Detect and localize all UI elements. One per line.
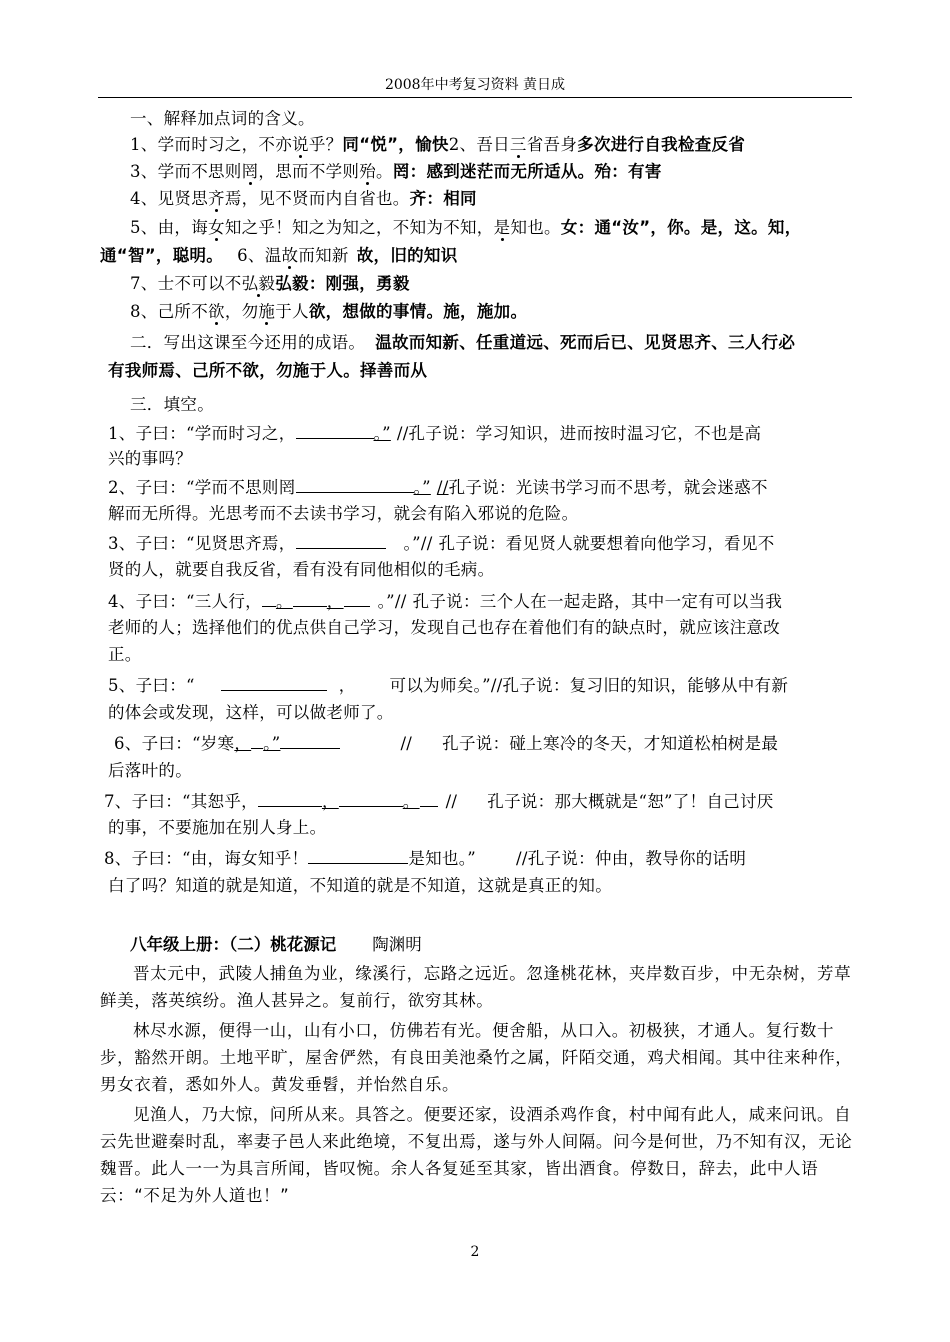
part1-item-5: 5、由，诲女知之乎！知之为知之，不知为不知，是知也。女：通“汝”，你。是，这。知， bbox=[130, 218, 802, 237]
blank bbox=[344, 588, 370, 607]
blank bbox=[296, 420, 374, 439]
part1-item-3: 3、学而不思则罔，思而不学则殆。罔：感到迷茫而无所适从。殆：有害 bbox=[130, 162, 662, 181]
fill-q8-cont: 白了吗？知道的就是知道，不知道的就是不知道，这就是真正的知。 bbox=[108, 876, 612, 895]
page-number: 2 bbox=[470, 1244, 480, 1260]
fill-q4: 4、子曰：“三人行， 。 ， 。”// 孔子说：三个人在一起走路，其中一定有可以当我 bbox=[108, 588, 868, 615]
fill-q3-cont: 贤的人，就要自我反省，看有没有同他相似的毛病。 bbox=[108, 560, 495, 579]
fill-q5-cont: 的体会或发现，这样，可以做老师了。 bbox=[108, 703, 394, 722]
part3-heading: 三．填空。 bbox=[130, 395, 214, 414]
fill-q1: 1、子曰：“学而时习之， 。” //孔子说：学习知识，进而按时温习它，不也是高 bbox=[108, 420, 868, 447]
prose-paragraph: 见渔人，乃大惊，问所从来。具答之。便要还家，设酒杀鸡作食，村中闻有此人，咸来问讯。自云先世避秦时乱，率妻子邑人来此绝境，不复出焉，遂与外人间隔。问今是何世，乃不知有汉，无论魏晋。此人一一为具言所闻，皆叹惋。余人各复延至其家，皆出酒食。停数日，辞去，此中人语云：“不足为外人道也！” bbox=[100, 1105, 853, 1205]
part1-heading: 一、解释加点词的含义。 bbox=[130, 109, 315, 128]
part1-item-8: 8、己所不欲，勿施于人欲，想做的事情。施，施加。 bbox=[130, 302, 528, 321]
fill-q7: 7、子曰：“其恕乎， ， 。 // 孔子说：那大概就是“恕”了！自己讨厌 bbox=[104, 788, 864, 815]
part1-item-1: 1、学而时习之，不亦说乎？同“悦”，愉快2、吾日三省吾身多次进行自我检查反省 bbox=[130, 135, 746, 154]
fill-q2-cont: 解而无所得。光思考而不去读书学习，就会有陷入邪说的危险。 bbox=[108, 504, 579, 523]
blank bbox=[221, 672, 327, 691]
prose-paragraph: 晋太元中，武陵人捕鱼为业，缘溪行，忘路之远近。忽逢桃花林，夹岸数百步，中无杂树，芳草鲜美，落英缤纷。渔人甚异之。复前行，欲穷其林。 bbox=[100, 964, 852, 1010]
header-rule bbox=[98, 97, 852, 98]
blank bbox=[296, 474, 414, 493]
fill-q6: 6、子曰：“岁寒， 。” // 孔子说：碰上寒冷的冬天，才知道松柏树是最 bbox=[114, 730, 874, 757]
blank bbox=[296, 530, 386, 549]
fill-q6-cont: 后落叶的。 bbox=[108, 761, 192, 780]
fill-q4-cont: 老师的人；选择他们的优点供自己学习，发现自己也存在着他们有的缺点时，就应该注意改 bbox=[108, 618, 780, 637]
fill-q1-cont: 兴的事吗？ bbox=[108, 449, 192, 468]
fill-q2: 2、子曰：“学而不思则罔 。” //孔子说：光读书学习而不思考，就会迷惑不 bbox=[108, 474, 868, 501]
blank bbox=[339, 788, 403, 807]
part2-line-1: 二．写出这课至今还用的成语。 温故而知新、任重道远、死而后已、见贤思齐、三人行必 bbox=[130, 333, 796, 352]
prose-body bbox=[100, 960, 856, 1212]
fill-q4-cont2: 正。 bbox=[108, 645, 142, 664]
fill-q8: 8、子曰：“由，诲女知乎！ 是知也。” //孔子说：仲由，教导你的话明 bbox=[104, 845, 864, 872]
page-header: 2008年中考复习资料 黄日成 bbox=[384, 77, 566, 93]
fill-q7-cont: 的事，不要施加在别人身上。 bbox=[108, 818, 327, 837]
prose-paragraph: 林尽水源，便得一山，山有小口，仿佛若有光。便舍船，从口入。初极狭，才通人。复行数十步，豁然开朗。土地平旷，屋舍俨然，有良田美池桑竹之属，阡陌交通，鸡犬相闻。其中往来种作，男女衣着，悉如外人。黄发垂髫，并怡然自乐。 bbox=[100, 1021, 853, 1094]
fill-q3: 3、子曰：“见贤思齐焉， 。”// 孔子说：看见贤人就要想着向他学习，看见不 bbox=[108, 530, 868, 557]
blank bbox=[258, 788, 322, 807]
author: 陶渊明 bbox=[372, 935, 422, 954]
blank bbox=[293, 588, 327, 607]
part1-item-4: 4、见贤思齐焉，见不贤而内自省也。齐：相同 bbox=[130, 189, 477, 208]
blank bbox=[262, 588, 276, 607]
blank bbox=[251, 730, 263, 749]
part2-line-2: 有我师焉、己所不欲，勿施于人。择善而从 bbox=[108, 361, 428, 380]
part1-item-6: 通“智”，聪明。 6、温故而知新 故，旧的知识 bbox=[100, 246, 458, 265]
blank bbox=[308, 845, 408, 864]
part1-item-7: 7、士不可以不弘毅弘毅：刚强，勇毅 bbox=[130, 274, 410, 293]
blank bbox=[280, 730, 340, 749]
section-title: 八年级上册：（二）桃花源记 陶渊明 bbox=[130, 935, 422, 954]
blank bbox=[420, 788, 438, 807]
fill-q5: 5、子曰：“ ， 可以为师矣。”//孔子说：复习旧的知识，能够从中有新 bbox=[108, 672, 868, 699]
